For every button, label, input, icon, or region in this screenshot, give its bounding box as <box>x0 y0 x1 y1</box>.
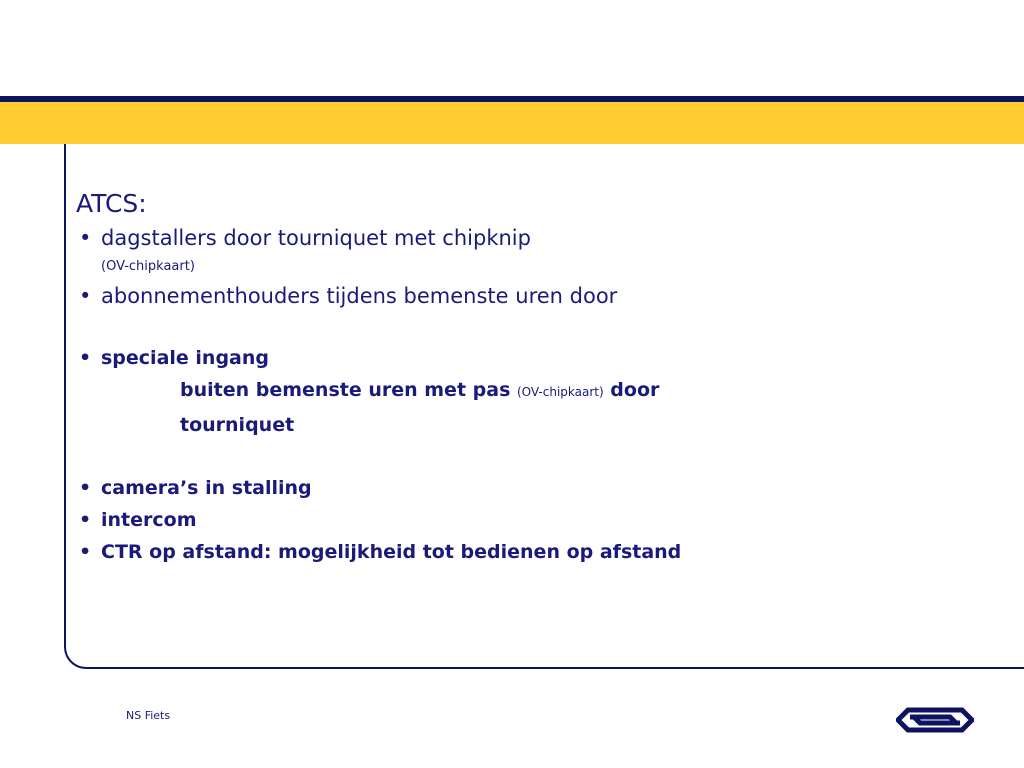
detail-text-b: door <box>603 379 660 401</box>
bullet-dot: • <box>79 347 92 369</box>
bullet-text: camera’s in stalling <box>101 477 312 499</box>
detail-text-a: buiten bemenste uren met pas <box>180 379 517 401</box>
detail-small-note: (OV-chipkaart) <box>517 385 604 399</box>
bullet-text: dagstallers door tourniquet met chipknip <box>101 226 531 250</box>
bullet-text: abonnementhouders tijdens bemenste uren door <box>101 284 618 308</box>
bullet-intercom <box>76 504 796 536</box>
bullet-dagstallers <box>76 222 796 254</box>
header-yellow-band <box>0 102 1024 144</box>
indented-detail-line2: tourniquet <box>180 414 295 436</box>
bullet-text: intercom <box>101 509 197 531</box>
ns-logo-icon <box>896 702 974 738</box>
bullet-dot: • <box>79 226 92 250</box>
bullet-dot: • <box>79 284 92 308</box>
bullet-abonnementhouders <box>76 280 796 312</box>
bullet-dot: • <box>79 477 92 499</box>
spacer <box>76 442 796 472</box>
footer-label: NS Fiets <box>126 709 171 722</box>
indented-detail <box>76 374 796 409</box>
sub-note-ov-chipkaart: (OV-chipkaart) <box>101 259 195 274</box>
bullet-dot: • <box>79 509 92 531</box>
bullet-speciale-ingang <box>76 342 796 374</box>
bullet-text: CTR op afstand: mogelijkheid tot bedienen op afstand <box>101 541 682 563</box>
bullet-ctr <box>76 536 796 568</box>
bullet-cameras <box>76 472 796 504</box>
bullet-text: speciale ingang <box>101 347 269 369</box>
spacer <box>76 312 796 342</box>
slide-heading: ATCS: <box>76 189 147 218</box>
slide-content <box>76 186 796 568</box>
bullet-dot: • <box>79 541 92 563</box>
